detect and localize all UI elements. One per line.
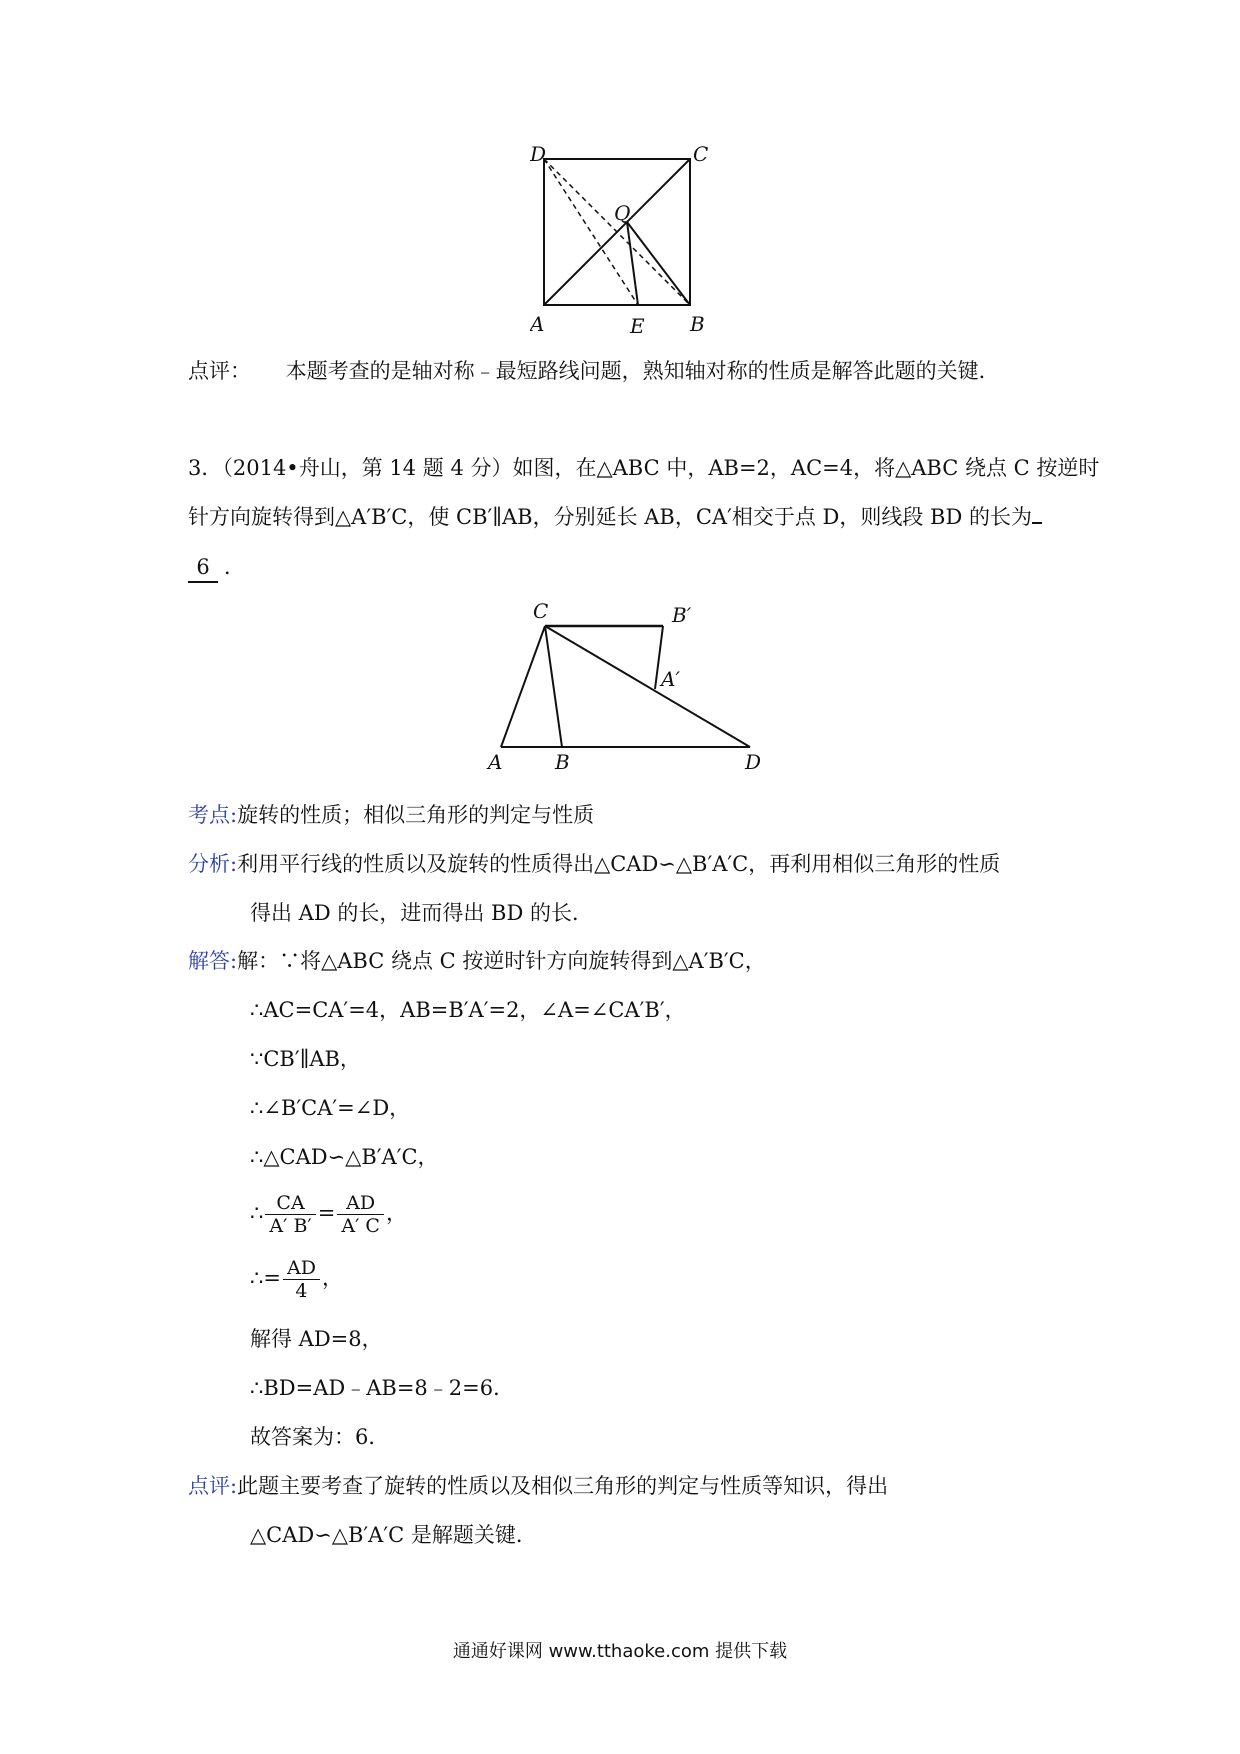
page-footer: 通通好课网 www.tthaoke.com 提供下载 — [452, 1641, 788, 1662]
frac3-end: ， — [321, 1266, 343, 1290]
jieda-line3: ∵CB′∥AB， — [250, 1047, 361, 1071]
frac3-prefix: ∴= — [250, 1266, 281, 1290]
frac2-denominator: A′ C — [341, 1215, 380, 1237]
label-Bprime: B′ — [672, 603, 692, 627]
jieda-label: 解答: — [188, 949, 238, 973]
problem3-line1: 3．（2014•舟山，第 14 题 4 分）如图，在△ABC 中，AB=2，AC=4，将△ABC 绕点 C 按逆时 — [188, 456, 1100, 480]
problem3-line2 — [188, 503, 1042, 531]
dianping-line1 — [188, 1472, 888, 1500]
dianping-text1: 此题主要考查了旋转的性质以及相似三角形的判定与性质等知识，得出 — [237, 1474, 889, 1498]
jieda-line4: ∴∠B′CA′=∠D， — [250, 1096, 411, 1120]
kaodian-label: 考点: — [188, 803, 238, 827]
fenxi-text1: 利用平行线的性质以及旋转的性质得出△CAD∽△B′A′C，再利用相似三角形的性质 — [237, 852, 1001, 876]
jieda-fraction-line — [250, 1188, 407, 1238]
label-B: B — [690, 312, 705, 336]
fenxi-line1 — [188, 850, 1000, 878]
frac-equals: = — [317, 1201, 336, 1225]
figure-square-diagram — [530, 145, 730, 350]
dianping-label: 点评: — [188, 1474, 238, 1498]
label-C: C — [693, 145, 709, 166]
jieda-line2: ∴AC=CA′=4，AB=B′A′=2，∠A=∠CA′B′， — [250, 998, 686, 1022]
answer-blank: 6 — [188, 553, 218, 583]
label-A2: A — [488, 750, 503, 774]
frac-end: ， — [385, 1201, 407, 1225]
frac3-numerator: AD — [283, 1257, 320, 1280]
frac1-denominator: A′ B′ — [269, 1215, 312, 1237]
label-Q: Q — [614, 201, 631, 225]
jieda-fraction2-line — [250, 1253, 343, 1303]
jieda-line8: 解得 AD=8， — [250, 1327, 383, 1351]
problem3-line2-text: 针方向旋转得到△A′B′C，使 CB′∥AB，分别延长 AB，CA′相交于点 D，则线段 BD 的长为 — [188, 505, 1032, 529]
comment-text: 本题考查的是轴对称﹣最短路线问题，熟知轴对称的性质是解答此题的关键． — [285, 359, 1000, 383]
kaodian-text: 旋转的性质；相似三角形的判定与性质 — [237, 803, 595, 827]
label-Aprime: A′ — [661, 667, 680, 691]
jieda-text1: 解：∵将△ABC 绕点 C 按逆时针方向旋转得到△A′B′C， — [237, 949, 766, 973]
frac1-numerator: CA — [265, 1192, 315, 1215]
frac1-prefix: ∴ — [250, 1201, 264, 1225]
jieda-line9: ∴BD=AD﹣AB=8﹣2=6． — [250, 1376, 515, 1400]
fraction-ad-over-ac — [337, 1192, 384, 1237]
frac3-denominator: 4 — [295, 1280, 308, 1302]
label-C2: C — [533, 599, 549, 623]
label-D2: D — [745, 750, 762, 774]
problem3-answer-line — [188, 553, 245, 583]
problem2-comment — [188, 357, 1000, 385]
fraction-ca-over-ab — [265, 1192, 315, 1237]
kaodian-line — [188, 801, 594, 829]
answer-end: ． — [224, 555, 245, 579]
label-B2: B — [555, 750, 570, 774]
fraction-ad-over-4 — [283, 1257, 320, 1302]
frac2-numerator: AD — [337, 1192, 384, 1215]
label-A: A — [530, 312, 545, 336]
dianping-line2: △CAD∽△B′A′C 是解题关键． — [250, 1523, 537, 1547]
fenxi-label: 分析: — [188, 852, 238, 876]
figure-rotation-diagram — [483, 598, 783, 774]
jieda-line1 — [188, 947, 766, 975]
label-D: D — [530, 145, 547, 166]
comment-label: 点评： — [188, 359, 251, 383]
jieda-line10: 故答案为：6． — [250, 1425, 390, 1449]
fenxi-line2: 得出 AD 的长，进而得出 BD 的长． — [250, 901, 593, 925]
label-E: E — [630, 314, 645, 338]
jieda-line5: ∴△CAD∽△B′A′C， — [250, 1145, 439, 1169]
